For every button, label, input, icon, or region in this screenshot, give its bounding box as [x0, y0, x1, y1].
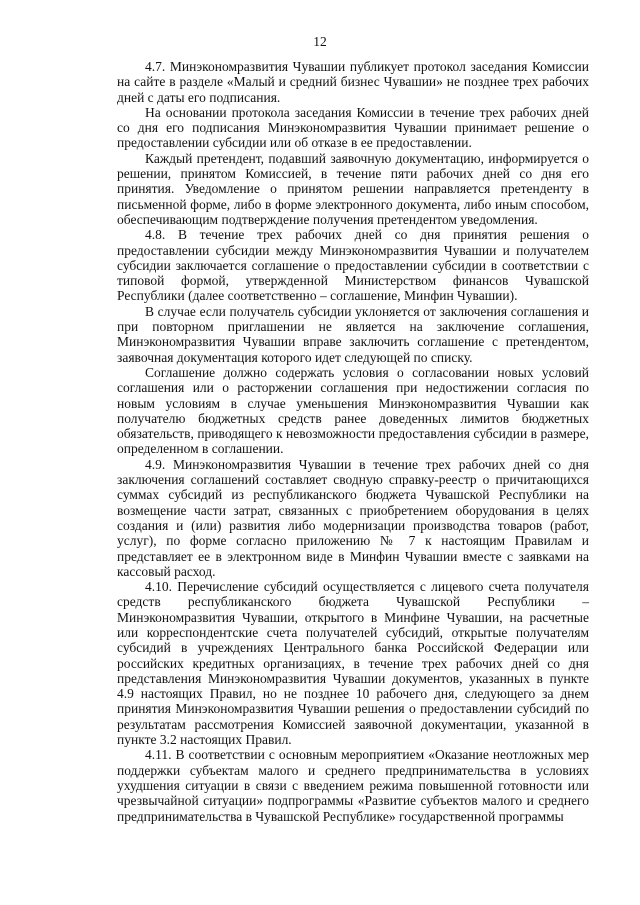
paragraph-4-9: 4.9. Минэкономразвития Чувашии в течение трех рабочих дней со дня заключения соглашений составляет сводную справку-реестр о причитающихся суммах субсидий из республиканского бюджета Чувашской Республики на возмещение части затрат, связанных с приобретением оборудования в целях создания и (или) развития либо модернизации производства товаров (работ, услуг), по форме согласно приложению № 7 к настоящим Правилам и представляет ее в электронном виде в Минфин Чувашии вместе с заявками на кассовый расход.	[117, 456, 589, 579]
paragraph-agreement-conditions: Соглашение должно содержать условия о согласовании новых условий соглашения или о расторжении соглашения при недостижении согласия по новым условиям в случае уменьшения Минэкономразвития Чувашии как получателю бюджетных средств ранее доведенных лимитов бюджетных обязательств, приводящего к невозможности предоставления субсидии в размере, определенном в соглашении.	[117, 364, 589, 457]
paragraph-4-8: 4.8. В течение трех рабочих дней со дня принятия решения о предоставлении субсидии между Минэкономразвития Чувашии и получателем субсидии заключается соглашение о предоставлении субсидии в соответствии с типовой формой, утвержденной Министерством финансов Чувашской Республики (далее соответственно – соглашение, Минфин Чувашии).	[117, 227, 589, 304]
document-body	[117, 59, 589, 824]
paragraph-4-7: 4.7. Минэкономразвития Чувашии публикует протокол заседания Комиссии на сайте в разделе «Малый и средний бизнес Чувашии» не позднее трех рабочих дней с даты его подписания.	[117, 59, 589, 105]
paragraph-4-11: 4.11. В соответствии с основным мероприятием «Оказание неотложных мер поддержки субъектам малого и среднего предпринимательства в условиях ухудшения ситуации в связи с введением режима повышенной готовности или чрезвычайной ситуации» подпрограммы «Развитие субъектов малого и среднего предпринимательства в Чувашской Республике» государственной программы	[117, 747, 589, 824]
page-number: 12	[313, 34, 327, 49]
paragraph-refusal-agreement: В случае если получатель субсидии уклоняется от заключения соглашения и при повторном приглашении не является на заключение соглашения, Минэкономразвития Чувашии вправе заключить соглашение с претендентом, заявочная документация которого идет следующей по списку.	[117, 303, 589, 365]
paragraph-applicant-notification: Каждый претендент, подавший заявочную документацию, информируется о решении, принятом Комиссией, в течение пяти рабочих дней со дня его принятия. Уведомление о принятом решении направляется претенденту в письменной форме, либо в форме электронного документа, либо иным способом, обеспечивающим подтверждение получения претендентом уведомления.	[117, 150, 589, 227]
paragraph-4-10: 4.10. Перечисление субсидий осуществляется с лицевого счета получателя средств республиканского бюджета Чувашской Республики – Минэкономразвития Чувашии, открытого в Минфине Чувашии, на расчетные или корреспондентские счета получателей субсидий, открытые получателям субсидий в учреждениях Центрального банка Российской Федерации или российских кредитных организациях, в течение трех рабочих дней со дня представления Минэкономразвития Чувашии документов, указанных в пункте 4.9 настоящих Правил, но не позднее 10 рабочего дня, следующего за днем принятия Минэкономразвития Чувашии решения о предоставлении субсидий по результатам рассмотрения Комиссией заявочной документации, указанной в пункте 3.2 настоящих Правил.	[117, 579, 589, 748]
paragraph-protocol-decision: На основании протокола заседания Комиссии в течение трех рабочих дней со дня его подписания Минэкономразвития Чувашии принимает решение о предоставлении субсидии или об отказе в ее предоставлении.	[117, 104, 589, 151]
